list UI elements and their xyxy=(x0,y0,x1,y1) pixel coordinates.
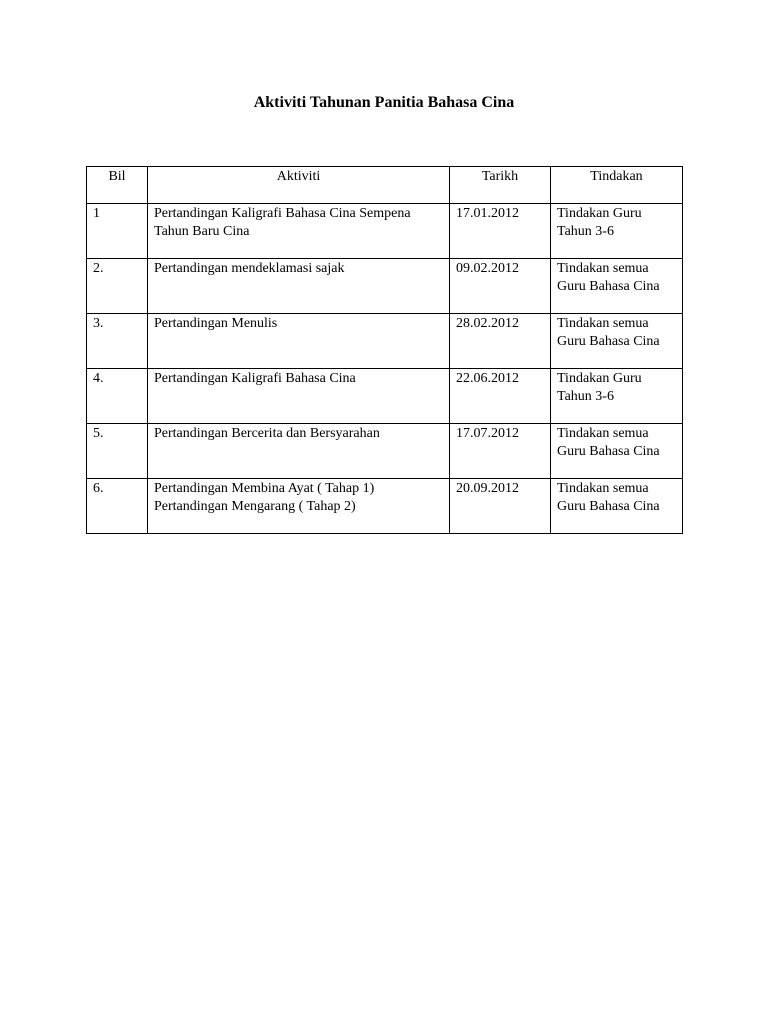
cell-bil: 1 xyxy=(87,204,148,259)
page-title: Aktiviti Tahunan Panitia Bahasa Cina xyxy=(253,94,515,111)
table-row xyxy=(87,204,683,259)
cell-tindakan xyxy=(551,424,683,479)
cell-aktiviti xyxy=(148,369,450,424)
table-row xyxy=(87,314,683,369)
cell-aktiviti xyxy=(148,259,450,314)
cell-aktiviti xyxy=(148,424,450,479)
tindakan-line: Guru Bahasa Cina xyxy=(557,499,660,514)
cell-tarikh: 20.09.2012 xyxy=(450,479,551,534)
aktiviti-line: Pertandingan Kaligrafi Bahasa Cina Sempena xyxy=(154,206,411,221)
cell-bil: 6. xyxy=(87,479,148,534)
table-row xyxy=(87,369,683,424)
aktiviti-line: Pertandingan Menulis xyxy=(154,316,278,331)
aktiviti-line: Pertandingan Kaligrafi Bahasa Cina xyxy=(154,371,356,386)
tindakan-line: Tindakan semua xyxy=(557,426,649,441)
header-tindakan: Tindakan xyxy=(551,167,683,204)
cell-tarikh: 28.02.2012 xyxy=(450,314,551,369)
tindakan-line: Guru Bahasa Cina xyxy=(557,444,660,459)
aktiviti-line: Pertandingan Mengarang ( Tahap 2) xyxy=(154,499,356,514)
tindakan-line: Tindakan semua xyxy=(557,316,649,331)
cell-tarikh: 17.01.2012 xyxy=(450,204,551,259)
aktiviti-line: Pertandingan Membina Ayat ( Tahap 1) xyxy=(154,481,375,496)
cell-bil: 3. xyxy=(87,314,148,369)
tindakan-line: Tindakan semua xyxy=(557,481,649,496)
cell-tarikh: 09.02.2012 xyxy=(450,259,551,314)
table-header-row xyxy=(87,167,683,204)
cell-tindakan xyxy=(551,479,683,534)
cell-tindakan xyxy=(551,204,683,259)
header-bil: Bil xyxy=(87,167,148,204)
header-aktiviti: Aktiviti xyxy=(148,167,450,204)
cell-tarikh: 17.07.2012 xyxy=(450,424,551,479)
aktiviti-line: Tahun Baru Cina xyxy=(154,224,250,239)
tindakan-line: Tahun 3-6 xyxy=(557,224,614,239)
tindakan-line: Tindakan Guru xyxy=(557,206,642,221)
cell-aktiviti xyxy=(148,204,450,259)
cell-aktiviti xyxy=(148,314,450,369)
cell-aktiviti xyxy=(148,479,450,534)
table-row xyxy=(87,479,683,534)
activities-table xyxy=(86,166,683,534)
cell-tarikh: 22.06.2012 xyxy=(450,369,551,424)
cell-bil: 5. xyxy=(87,424,148,479)
table-row xyxy=(87,259,683,314)
cell-tindakan xyxy=(551,259,683,314)
cell-bil: 4. xyxy=(87,369,148,424)
cell-tindakan xyxy=(551,314,683,369)
tindakan-line: Tindakan Guru xyxy=(557,371,642,386)
tindakan-line: Tindakan semua xyxy=(557,261,649,276)
cell-tindakan xyxy=(551,369,683,424)
tindakan-line: Guru Bahasa Cina xyxy=(557,279,660,294)
cell-bil: 2. xyxy=(87,259,148,314)
table-body xyxy=(87,204,683,534)
aktiviti-line: Pertandingan Bercerita dan Bersyarahan xyxy=(154,426,380,441)
tindakan-line: Tahun 3-6 xyxy=(557,389,614,404)
aktiviti-line: Pertandingan mendeklamasi sajak xyxy=(154,261,345,276)
tindakan-line: Guru Bahasa Cina xyxy=(557,334,660,349)
header-tarikh: Tarikh xyxy=(450,167,551,204)
table-row xyxy=(87,424,683,479)
